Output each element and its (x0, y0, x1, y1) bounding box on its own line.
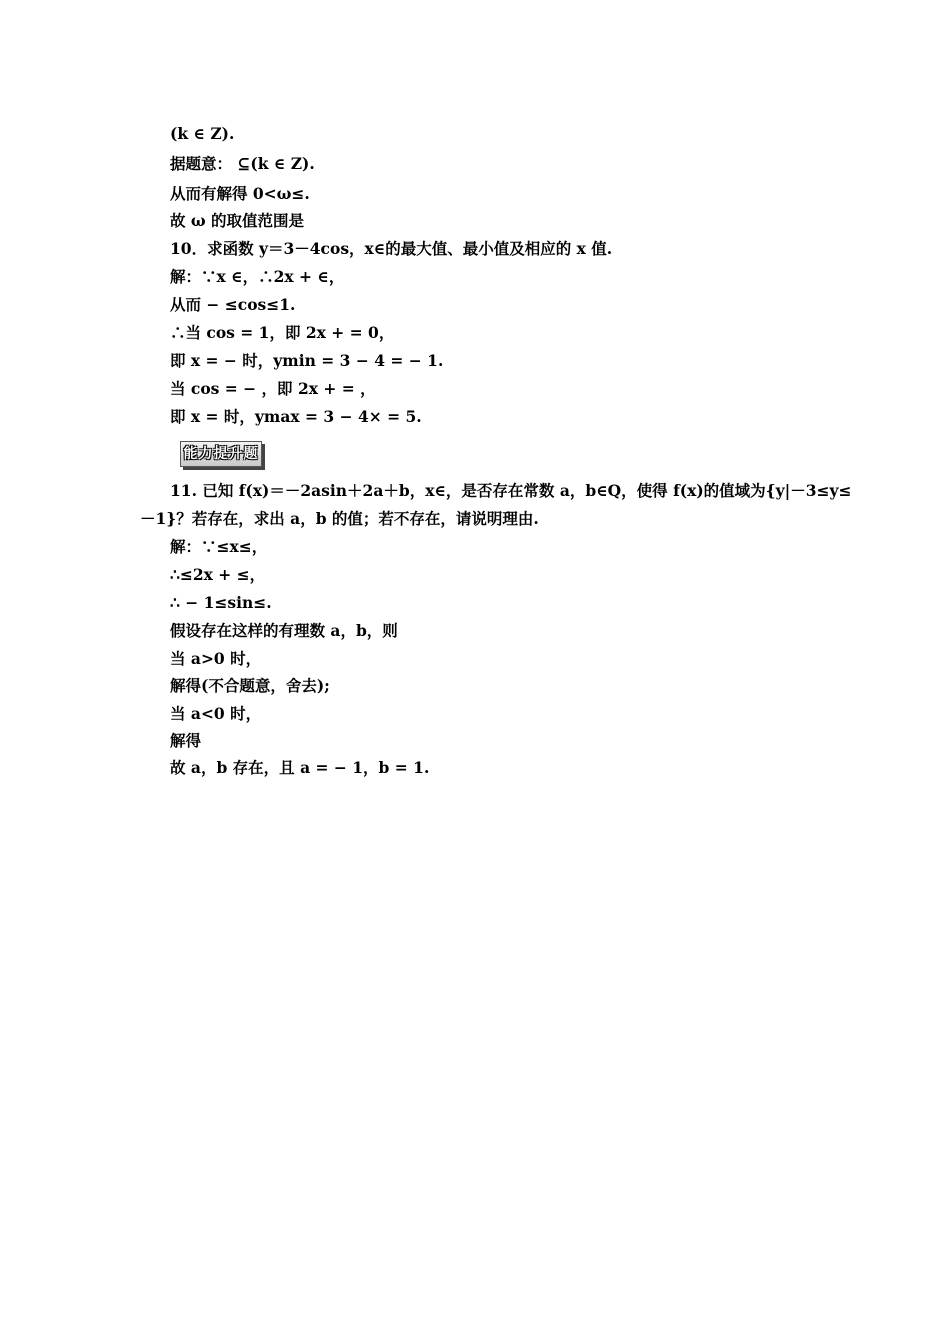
text-line: ∴当 cos = 1，即 2x + = 0， (170, 323, 395, 342)
text-line: 当 a>0 时， (170, 649, 262, 668)
text-line: 解：∵≤x≤， (170, 537, 268, 556)
text-line: 当 cos = − ，即 2x + = ， (170, 379, 376, 398)
text-line: 据题意： ⊆(k ∈ Z). (170, 154, 315, 173)
text-line: 从而有解得 0<ω≤. (170, 184, 310, 203)
text-line: 解得 (170, 731, 202, 750)
text-line: 解得(不合题意，舍去); (170, 676, 330, 695)
text-line: 即 x = − 时，ymin = 3 − 4 = − 1. (170, 351, 444, 370)
section-badge: 能力提升题 (180, 441, 262, 467)
text-line: 假设存在这样的有理数 a，b，则 (170, 621, 398, 640)
text-line: 当 a<0 时， (170, 704, 262, 723)
text-line: 故 ω 的取值范围是 (170, 211, 305, 230)
problem-11-statement: 11. 已知 f(x)＝－2asin＋2a＋b，x∈，是否存在常数 a，b∈Q，使得 f(x)的值域为{y|－3≤y≤ (170, 481, 852, 500)
text-line: 解：∵x ∈，∴2x + ∈， (170, 267, 345, 286)
text-line: 故 a，b 存在，且 a = − 1，b = 1. (170, 758, 430, 777)
text-line: ∴ − 1≤sin≤. (170, 593, 272, 612)
problem-10-statement: 10．求函数 y＝3－4cos，x∈的最大值、最小值及相应的 x 值. (170, 239, 613, 258)
text-line: ∴≤2x + ≤， (170, 565, 266, 584)
text-line: 即 x = 时，ymax = 3 − 4× = 5. (170, 407, 422, 426)
text-line: (k ∈ Z). (170, 124, 235, 143)
text-line: 从而 − ≤cos≤1. (170, 295, 296, 314)
problem-11-statement-cont: －1}？若存在，求出 a，b 的值；若不存在，请说明理由. (140, 509, 539, 528)
